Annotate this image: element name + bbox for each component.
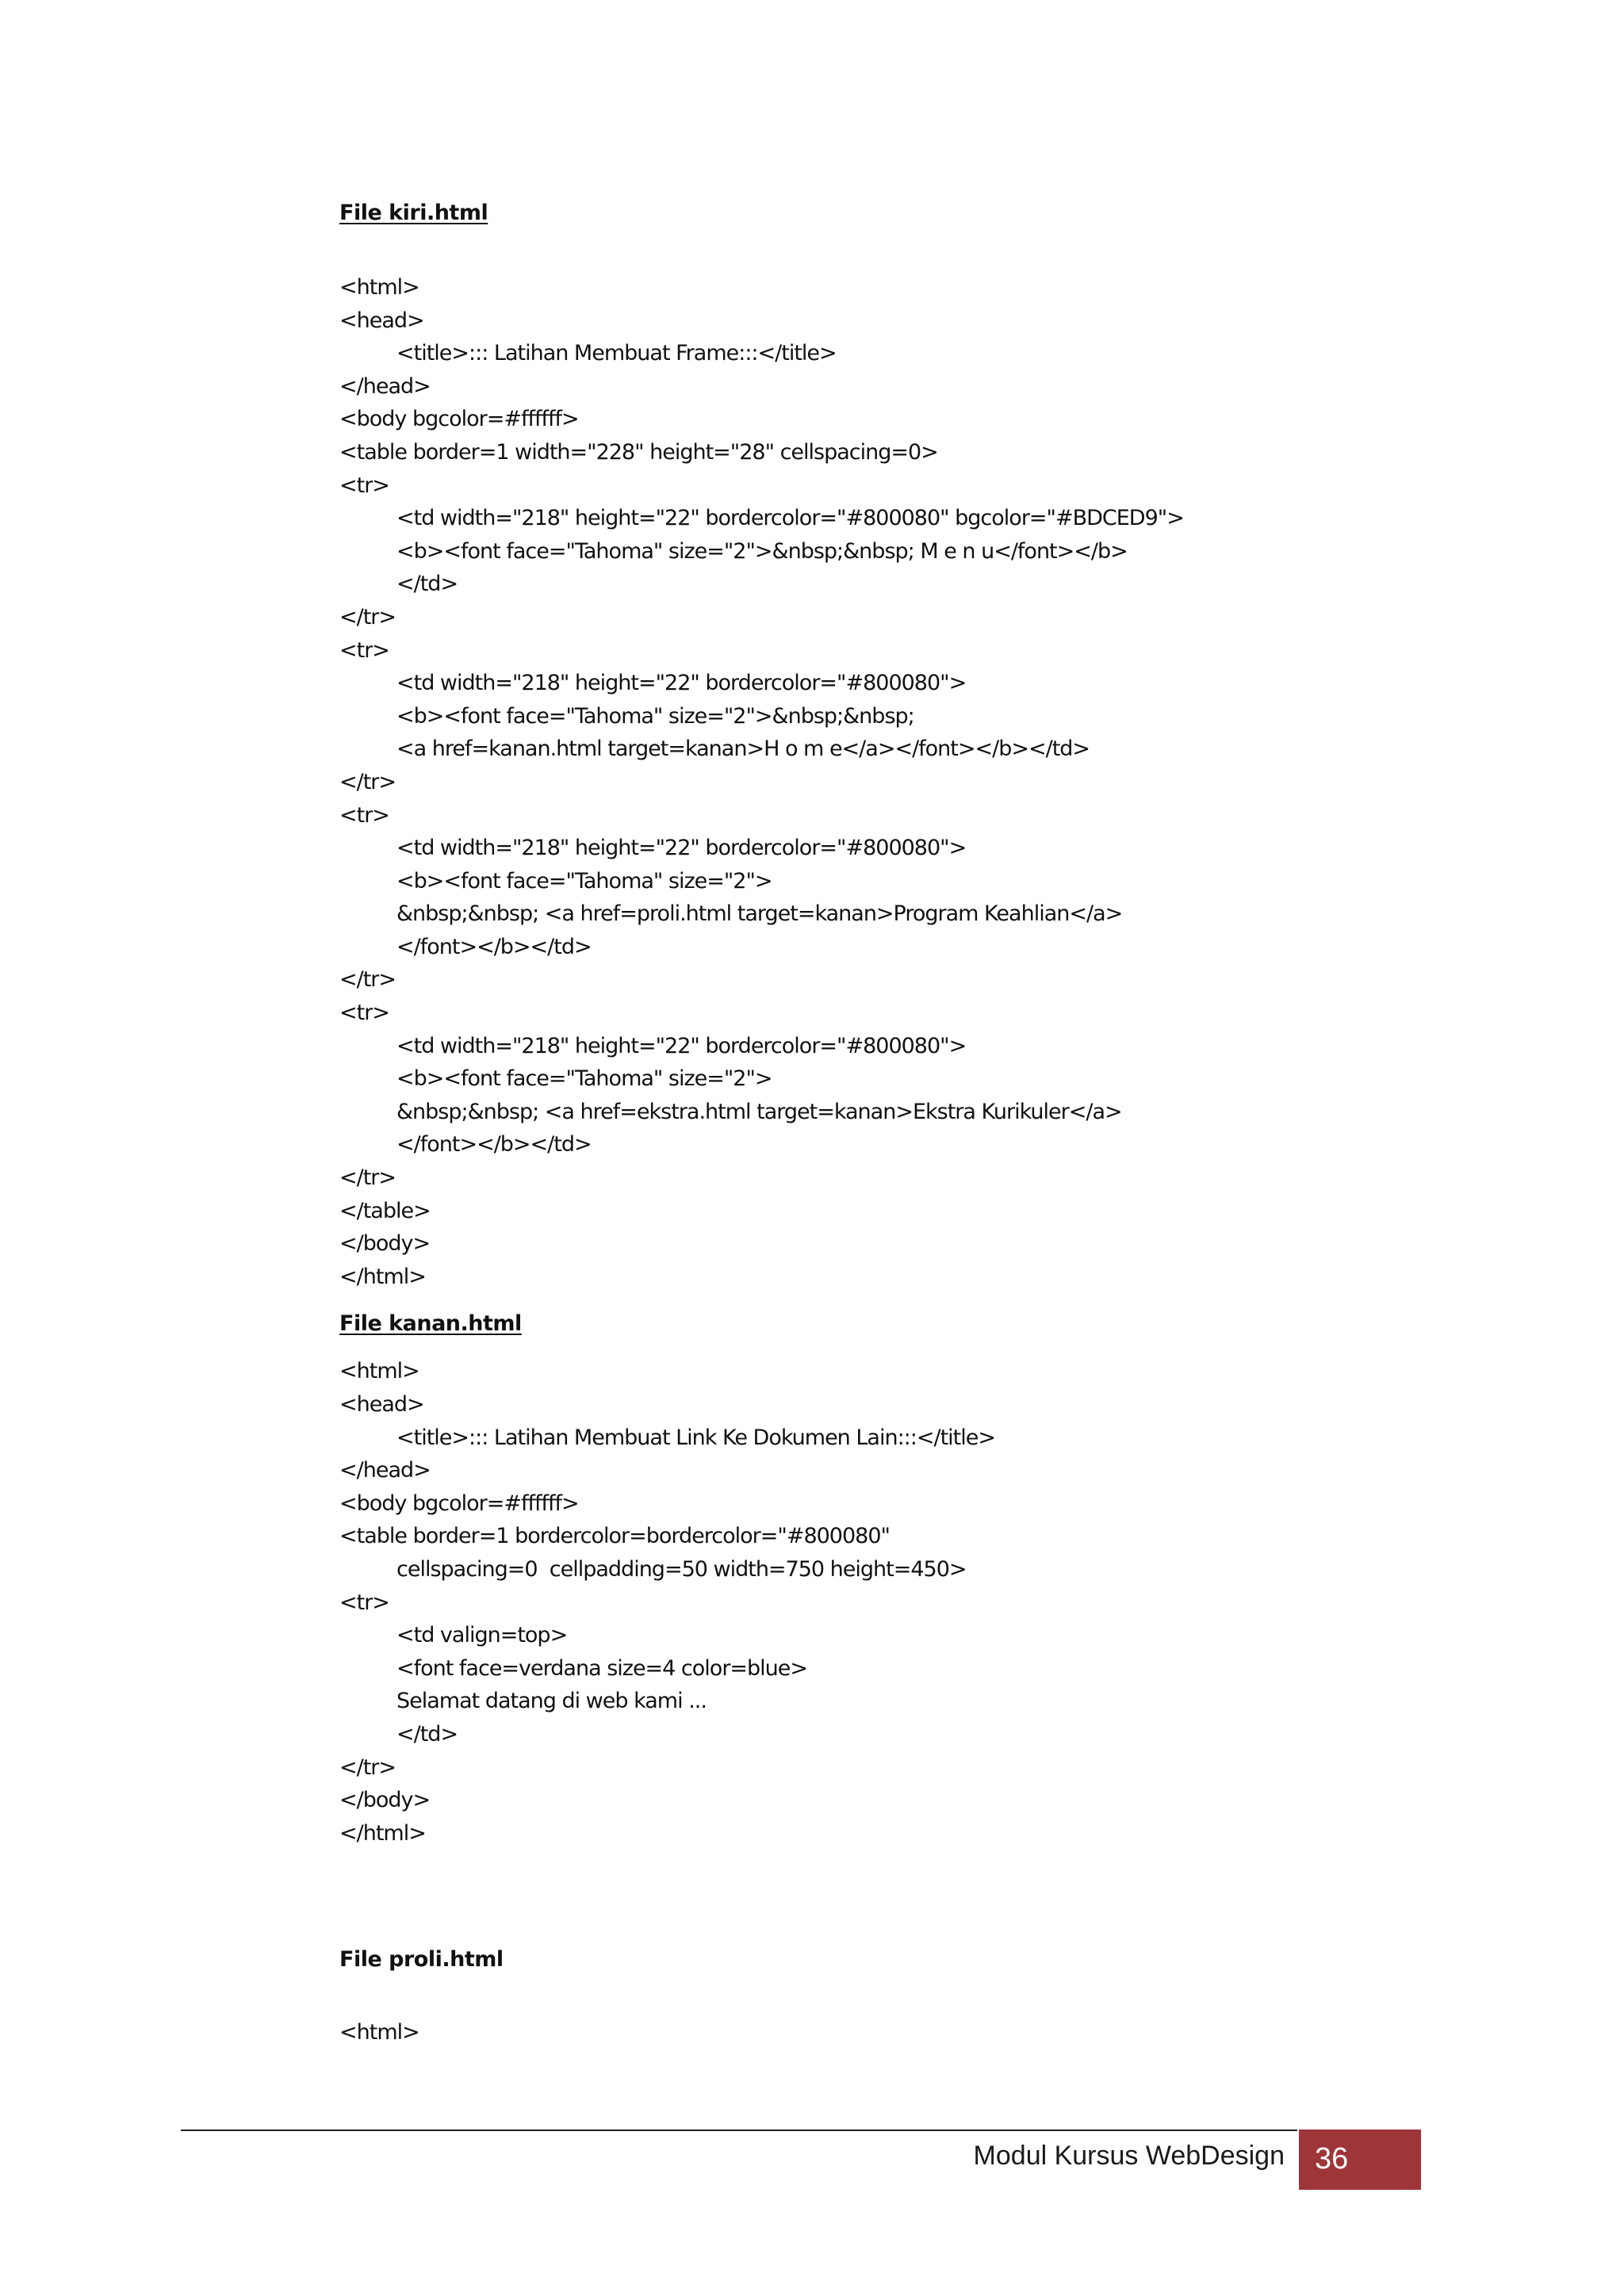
page-content	[339, 197, 1450, 2049]
code-line: <td width="218" height="22" bordercolor="#800080" bgcolor="#BDCED9">	[396, 506, 1184, 531]
footer-divider	[181, 2130, 1297, 2131]
page-number: 36	[1315, 2142, 1349, 2175]
code-line: <tr>	[339, 1590, 389, 1615]
code-line: <html>	[339, 1359, 419, 1384]
code-line: </tr>	[339, 604, 396, 629]
code-line: </table>	[339, 1198, 431, 1223]
code-line: </tr>	[339, 967, 396, 993]
code-line: </body>	[339, 1231, 431, 1257]
code-line: <head>	[339, 308, 424, 333]
code-line: <td valign=top>	[396, 1623, 568, 1648]
code-line: <b><font face="Tahoma" size="2">	[396, 1066, 772, 1092]
code-line: <tr>	[339, 1001, 389, 1026]
code-line: <tr>	[339, 473, 389, 498]
code-line: &nbsp;&nbsp; <a href=ekstra.html target=kanan>Ekstra Kurikuler</a>	[396, 1099, 1122, 1124]
code-line: </tr>	[339, 769, 396, 794]
code-line: </td>	[396, 572, 458, 597]
code-line: </html>	[339, 1264, 426, 1289]
code-line: <b><font face="Tahoma" size="2">&nbsp;&nbsp; M e n u</font></b>	[396, 538, 1128, 564]
page-number-badge	[1299, 2130, 1421, 2190]
code-line: </td>	[396, 1721, 458, 1747]
code-line: <title>::: Latihan Membuat Link Ke Dokumen Lain:::</title>	[396, 1425, 995, 1450]
code-line: &nbsp;&nbsp; <a href=proli.html target=kanan>Program Keahlian</a>	[396, 901, 1123, 927]
code-line: <html>	[339, 275, 419, 300]
code-line: </html>	[339, 1820, 426, 1846]
code-line: <td width="218" height="22" bordercolor="#800080">	[396, 836, 967, 861]
code-line: <b><font face="Tahoma" size="2">	[396, 868, 772, 894]
section-title-proli: File proli.html	[339, 1947, 504, 1973]
code-line: <td width="218" height="22" bordercolor="#800080">	[396, 671, 967, 696]
code-line: <td width="218" height="22" bordercolor="#800080">	[396, 1033, 967, 1058]
code-line: <font face=verdana size=4 color=blue>	[396, 1655, 808, 1681]
section-title-kiri: File kiri.html	[339, 201, 488, 225]
code-line: <head>	[339, 1392, 424, 1417]
code-line: <title>::: Latihan Membuat Frame:::</title>	[396, 341, 837, 366]
code-line: </tr>	[339, 1755, 396, 1780]
code-block-proli	[339, 2016, 1450, 2049]
code-line: <body bgcolor=#ffffff>	[339, 1490, 579, 1516]
footer-module-title: Modul Kursus WebDesign	[973, 2141, 1285, 2171]
code-line: </body>	[339, 1788, 431, 1813]
code-block-kanan	[339, 1355, 1450, 1850]
code-block-kiri	[339, 271, 1450, 1293]
code-line: <table border=1 bordercolor=bordercolor="#800080"	[339, 1524, 890, 1549]
code-line: <tr>	[339, 802, 389, 828]
code-line: cellspacing=0 cellpadding=50 width=750 height=450>	[396, 1556, 967, 1582]
code-line: </font></b></td>	[396, 1132, 592, 1158]
code-line: <html>	[339, 2020, 419, 2045]
code-line: </head>	[339, 1458, 431, 1483]
code-line: <tr>	[339, 637, 389, 663]
section-title-kanan: File kanan.html	[339, 1311, 522, 1337]
code-line: Selamat datang di web kami ...	[396, 1689, 707, 1714]
code-line: </font></b></td>	[396, 934, 592, 959]
code-line: <table border=1 width="228" height="28" cellspacing=0>	[339, 439, 938, 465]
code-line: <body bgcolor=#ffffff>	[339, 407, 579, 432]
code-line: </head>	[339, 373, 431, 399]
code-line: </tr>	[339, 1165, 396, 1191]
code-line: <a href=kanan.html target=kanan>H o m e</a></font></b></td>	[396, 737, 1090, 762]
code-line: <b><font face="Tahoma" size="2">&nbsp;&nbsp;	[396, 703, 914, 729]
